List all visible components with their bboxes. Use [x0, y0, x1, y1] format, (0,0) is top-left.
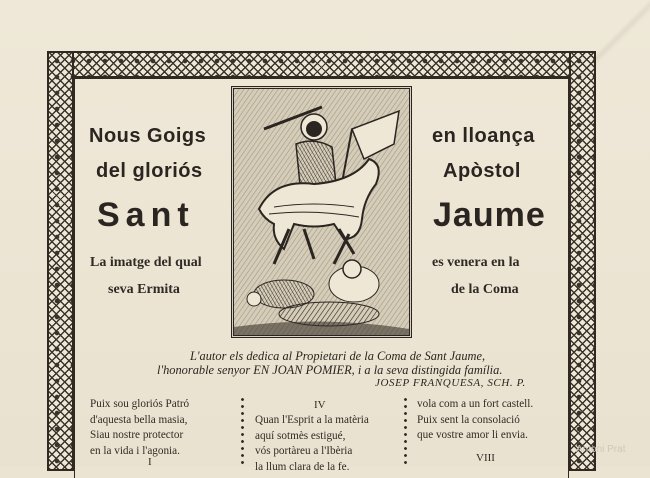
title-left-line-2: del gloriós — [96, 160, 203, 182]
stanza-numeral-4: IV — [314, 399, 326, 411]
subtitle-right-line-2: de la Coma — [451, 282, 519, 297]
woodcut-illustration — [234, 89, 409, 335]
verse-line: en la vida i l'agonia. — [90, 444, 180, 457]
verse-column-2 — [255, 413, 369, 475]
photographer-watermark: Antoni Prat — [576, 444, 626, 455]
verse-line: Quan l'Esprit a la matèria — [255, 414, 369, 426]
verse-line: aquí sotmès estigué, — [255, 429, 346, 442]
verse-line: que vostre amor li envia. — [417, 429, 528, 441]
verse-column-1 — [90, 397, 189, 459]
column-divider-2 — [404, 396, 407, 467]
column-divider-1 — [241, 396, 244, 467]
saint-james-woodcut-image — [231, 86, 412, 338]
stanza-numeral-1: I — [148, 456, 152, 468]
verse-line: d'aquesta bella masia, — [90, 413, 188, 426]
title-left-line-1: Nous Goigs — [89, 125, 207, 147]
title-right-line-1: en lloança — [432, 125, 535, 147]
subtitle-left-line-1: La imatge del qual — [90, 255, 202, 270]
verse-line: la llum clara de la fe. — [255, 460, 350, 473]
dedication-line-2: l'honorable senyor EN JOAN POMIER, i a la seva distingida família. — [157, 363, 503, 377]
subtitle-left-line-2: seva Ermita — [108, 282, 180, 297]
ornamental-border-top — [47, 51, 596, 78]
title-right-line-2: Apòstol — [443, 160, 521, 182]
ornamental-border-right — [569, 51, 596, 471]
verse-line: vós portàreu a l'Ibèria — [255, 445, 353, 457]
verse-line: Puix sou gloriós Patró — [90, 398, 190, 410]
verse-column-3 — [417, 397, 533, 444]
paper-fold-shadow — [590, 0, 650, 70]
dedication-line-1: L'autor els dedica al Propietari de la Coma de Sant Jaume, — [190, 349, 486, 363]
title-left-line-3: Sant — [97, 196, 195, 234]
ornamental-border-left — [47, 51, 74, 471]
subtitle-right-line-1: es venera en la — [432, 255, 520, 270]
title-right-line-3: Jaume — [433, 196, 546, 234]
verse-line: Puix sent la consolació — [417, 413, 520, 426]
verse-line: Siau nostre protector — [90, 429, 184, 441]
stanza-numeral-8: VIII — [476, 452, 495, 464]
verse-line: vola com a un fort castell. — [417, 398, 534, 410]
author-signature: JOSEP FRANQUESA, SCH. P. — [375, 377, 526, 389]
